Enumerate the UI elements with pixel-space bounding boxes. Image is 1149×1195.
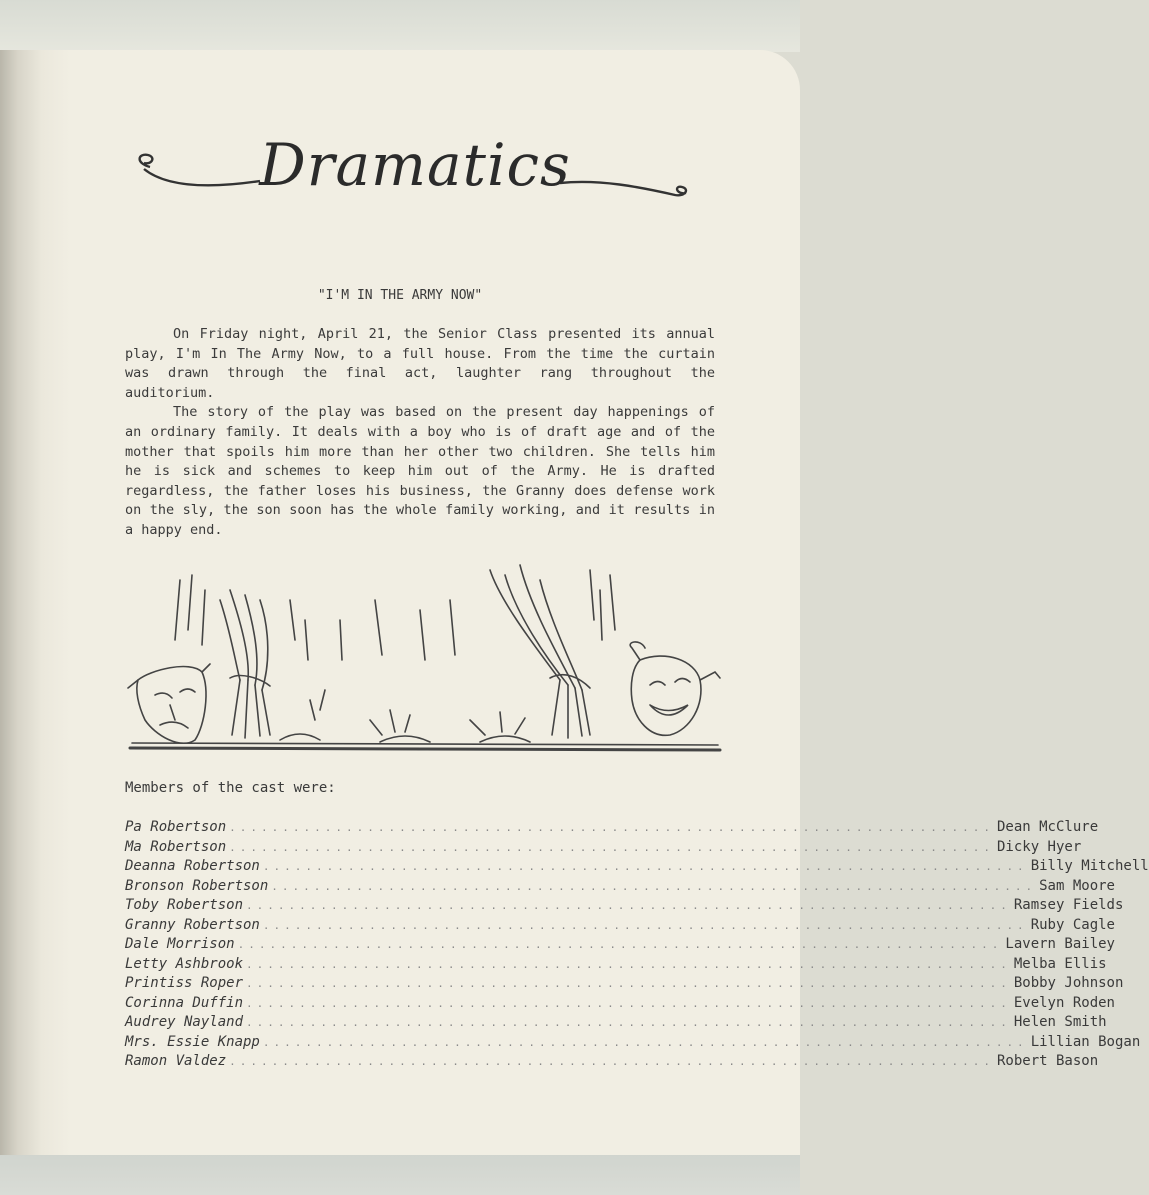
cast-role: Ramon Valdez	[125, 1053, 227, 1069]
cast-row	[125, 1033, 1141, 1054]
leader-dots: ........................................................................	[229, 1055, 994, 1068]
cast-row	[125, 975, 1124, 995]
cast-actor: Bobby Johnson	[1013, 975, 1124, 991]
cast-actor: Ramsey Fields	[1013, 897, 1124, 913]
cast-row	[125, 955, 1107, 976]
cast-actor: Lillian Bogan	[1030, 1033, 1141, 1050]
leader-dots: ........................................................................	[237, 938, 1003, 951]
top-page-strip	[0, 0, 800, 52]
cast-row	[125, 994, 1115, 1015]
cast-actor: Robert Bason	[996, 1053, 1099, 1069]
cast-actor: Dean McClure	[996, 819, 1099, 835]
cast-row	[125, 1053, 1099, 1073]
cast-row	[125, 897, 1124, 917]
cast-role: Deanna Robertson	[125, 858, 260, 874]
page-binding-shadow	[0, 50, 70, 1155]
cast-actor: Sam Moore	[1039, 877, 1115, 894]
leader-dots: ........................................................................	[271, 879, 1037, 893]
cast-row	[125, 838, 1082, 859]
paragraph: The story of the play was based on the present day happenings of an ordinary family. It deals with a boy who is of draft age and of the mother that spoils him more than her other two children. She tells him he is sick and schemes to keep him out of the Army. He is drafted regardless, the father loses his business, the Granny does defense work on the sly, the son soon has the whole family working, and it results in a happy end.	[125, 404, 715, 538]
cast-actor: Ruby Cagle	[1030, 916, 1115, 933]
cast-role: Audrey Nayland	[125, 1014, 244, 1030]
leader-dots: ........................................................................	[262, 860, 1028, 873]
article-body	[125, 325, 715, 541]
cast-role: Toby Robertson	[125, 897, 244, 913]
cast-role: Printiss Roper	[125, 975, 244, 991]
cast-row	[125, 936, 1115, 956]
cast-row	[125, 877, 1115, 898]
cast-actor: Dicky Hyer	[996, 838, 1082, 855]
leader-dots: ........................................................................	[262, 918, 1028, 932]
cast-role: Pa Robertson	[125, 819, 227, 835]
cast-list	[125, 819, 1149, 1073]
cast-actor: Helen Smith	[1013, 1014, 1107, 1030]
cast-role: Letty Ashbrook	[125, 955, 244, 972]
paragraph: On Friday night, April 21, the Senior Class presented its annual play, I'm In The Army Now, to a full house. From the time the curtain was drawn through the final act, laughter rang throughout the auditorium.	[125, 326, 715, 401]
cast-row	[125, 916, 1115, 937]
leader-dots: ........................................................................	[246, 996, 1011, 1010]
cast-row	[125, 819, 1099, 839]
bottom-page-strip	[0, 1148, 800, 1195]
section-heading	[130, 125, 700, 225]
cast-actor: Melba Ellis	[1013, 955, 1107, 972]
cast-actor: Lavern Bailey	[1005, 936, 1115, 952]
cast-role: Dale Morrison	[125, 936, 235, 952]
leader-dots: ........................................................................	[229, 821, 994, 834]
cast-intro: Members of the cast were:	[125, 780, 336, 796]
leader-dots: ........................................................................	[246, 977, 1011, 990]
heading-title: Dramatics	[259, 131, 571, 199]
leader-dots: ........................................................................	[262, 1035, 1028, 1049]
cast-row	[125, 1014, 1107, 1034]
stage-curtain-illustration	[120, 560, 740, 760]
cast-role: Mrs. Essie Knapp	[125, 1033, 260, 1050]
leader-dots: ........................................................................	[246, 899, 1011, 912]
leader-dots: ........................................................................	[229, 840, 994, 854]
cast-role: Bronson Robertson	[125, 877, 269, 894]
cast-role: Granny Robertson	[125, 916, 260, 933]
cast-actor: Billy Mitchell	[1030, 858, 1149, 874]
play-title: "I'M IN THE ARMY NOW"	[317, 288, 483, 303]
leader-dots: ........................................................................	[246, 1016, 1011, 1029]
cast-row	[125, 858, 1149, 878]
leader-dots: ........................................................................	[246, 957, 1011, 971]
cast-role: Ma Robertson	[125, 838, 227, 855]
cast-actor: Evelyn Roden	[1013, 994, 1115, 1011]
cast-role: Corinna Duffin	[125, 994, 244, 1011]
